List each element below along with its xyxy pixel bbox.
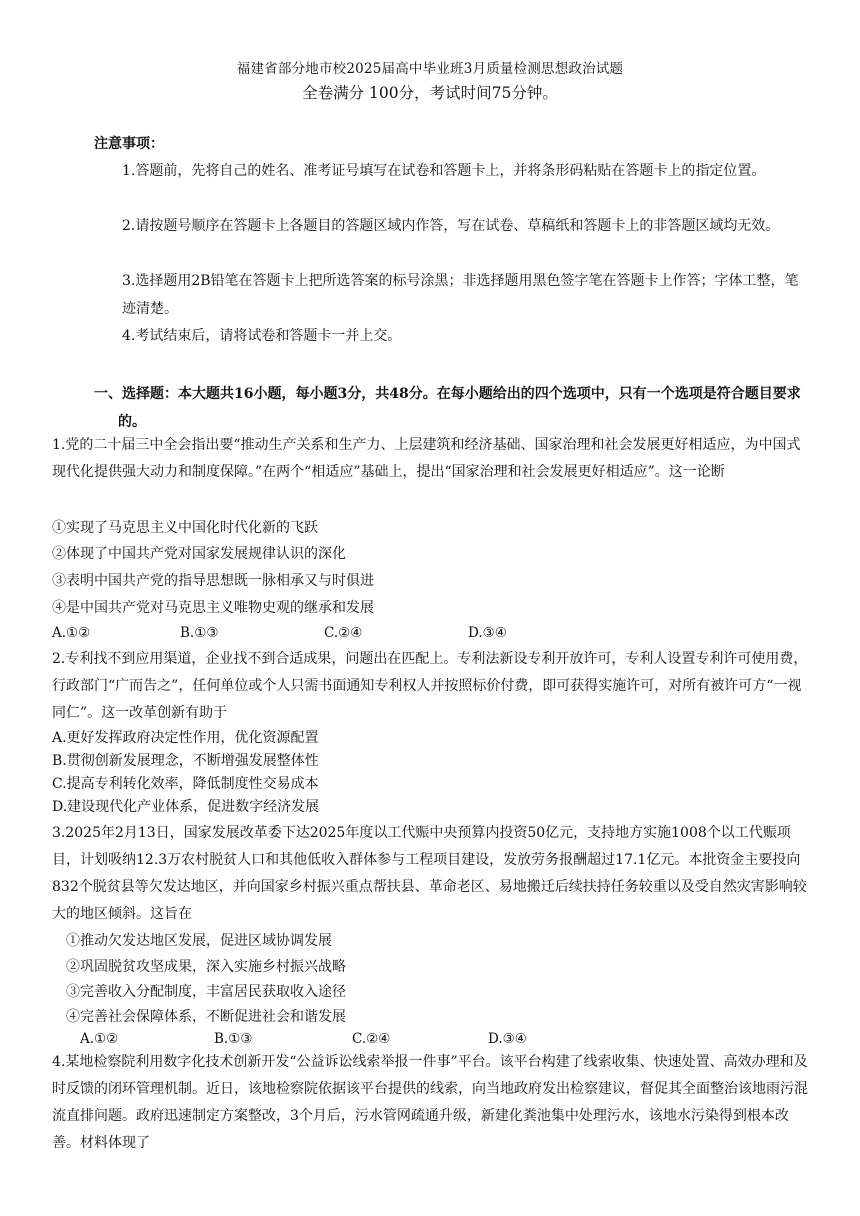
notes-heading: 注意事项： [94,136,164,152]
question-1-stem: 1.党的二十届三中全会指出要“推动生产关系和生产力、上层建筑和经济基础、国家治理和社会发展更好相适应，为中国式现代化提供强大动力和制度保障。”在两个“相适应”基础上，提出“国家治理和社会发展更好相适应”。这一论断 [52,437,801,480]
question-1-item: ④是中国共产党对马克思主义唯物史观的继承和发展 [52,600,374,616]
question-2-option-b: B.贯彻创新发展理念，不断增强发展整体性 [52,753,319,769]
question-3-option-a: A.①② [80,1031,119,1047]
question-4-stem: 4.某地检察院利用数字化技术创新开发“公益诉讼线索举报一件事”平台。该平台构建了线索收集、快速处置、高效办理和及时反馈的闭环管理机制。近日，该地检察院依据该平台提供的线索，向当地政府发出检察建议，督促其全面整治该地雨污混流直排问题。政府迅速制定方案整改，3个月后，污水管网疏通升级，新建化粪池集中处理污水，该地水污染得到根本改善。材料体现了 [52,1054,808,1151]
note-item [122,267,812,323]
question-3-option-c: C.②④ [352,1031,391,1047]
question-2-option-a: A.更好发挥政府决定性作用，优化资源配置 [52,730,319,746]
question-3-item: ①推动欠发达地区发展，促进区域协调发展 [66,933,332,949]
question-1-item: ③表明中国共产党的指导思想既一脉相承又与时俱进 [52,573,374,589]
question-1-item: ①实现了马克思主义中国化时代化新的飞跃 [52,520,318,536]
exam-subtitle: 全卷满分 100分，考试时间75分钟。 [302,84,558,102]
exam-title: 福建省部分地市校2025届高中毕业班3月质量检测思想政治试题 [236,61,624,77]
note-item [122,157,812,185]
question-1-option-b: B.①③ [180,625,219,641]
note-item [122,322,812,350]
question-3-item: ④完善社会保障体系，不断促进社会和谐发展 [66,1009,346,1025]
question-3-option-d: D.③④ [488,1031,527,1047]
note-text: 1.答题前，先将自己的姓名、准考证号填写在试卷和答题卡上，并将条形码粘贴在答题卡上的指定位置。 [122,163,766,179]
question-3-option-b: B.①③ [214,1031,253,1047]
question-1-option-a: A.①② [52,625,91,641]
question-1-option-d: D.③④ [468,625,507,641]
question-3-item: ③完善收入分配制度，丰富居民获取收入途径 [66,984,346,1000]
question-2-option-d: D.建设现代化产业体系，促进数字经济发展 [52,799,320,815]
question-1-option-c: C.②④ [324,625,363,641]
section-heading-text: 一、选择题：本大题共16小题，每小题3分，共48分。在每小题给出的四个选项中，只有一个选项是符合题目要求的。 [94,386,801,430]
question-3-stem: 3.2025年2月13日，国家发展改革委下达2025年度以工代赈中央预算内投资50亿元，支持地方实施1008个以工代赈项目，计划吸纳12.3万农村脱贫人口和其他低收入群体参与工程项目建设，发放劳务报酬超过17.1亿元。本批资金主要投向832个脱贫县等欠发达地区，并向国家乡村振兴重点帮扶县、革命老区、易地搬迁后续扶持任务较重以及受自然灾害影响较大的地区倾斜。这旨在 [52,825,807,922]
section-heading [94,380,814,436]
question-3-item: ②巩固脱贫攻坚成果，深入实施乡村振兴战略 [66,959,346,975]
question-2-option-c: C.提高专利转化效率，降低制度性交易成本 [52,776,319,792]
note-text: 2.请按题号顺序在答题卡上各题目的答题区域内作答，写在试卷、草稿纸和答题卡上的非答题区域均无效。 [122,218,780,234]
question-2-stem: 2.专利找不到应用渠道，企业找不到合适成果，问题出在匹配上。专利法新设专利开放许可，专利人设置专利许可使用费，行政部门“广而告之”，任何单位或个人只需书面通知专利权人并按照标价付费，即可获得实施许可，对所有被许可方“一视同仁”。这一改革创新有助于 [52,651,808,721]
note-text: 3.选择题用2B铅笔在答题卡上把所选答案的标号涂黑；非选择题用黑色签字笔在答题卡上作答；字体工整，笔迹清楚。 [122,273,799,317]
note-item [122,212,812,240]
question-1-item: ②体现了中国共产党对国家发展规律认识的深化 [52,546,346,562]
note-text: 4.考试结束后，请将试卷和答题卡一并上交。 [122,328,402,344]
